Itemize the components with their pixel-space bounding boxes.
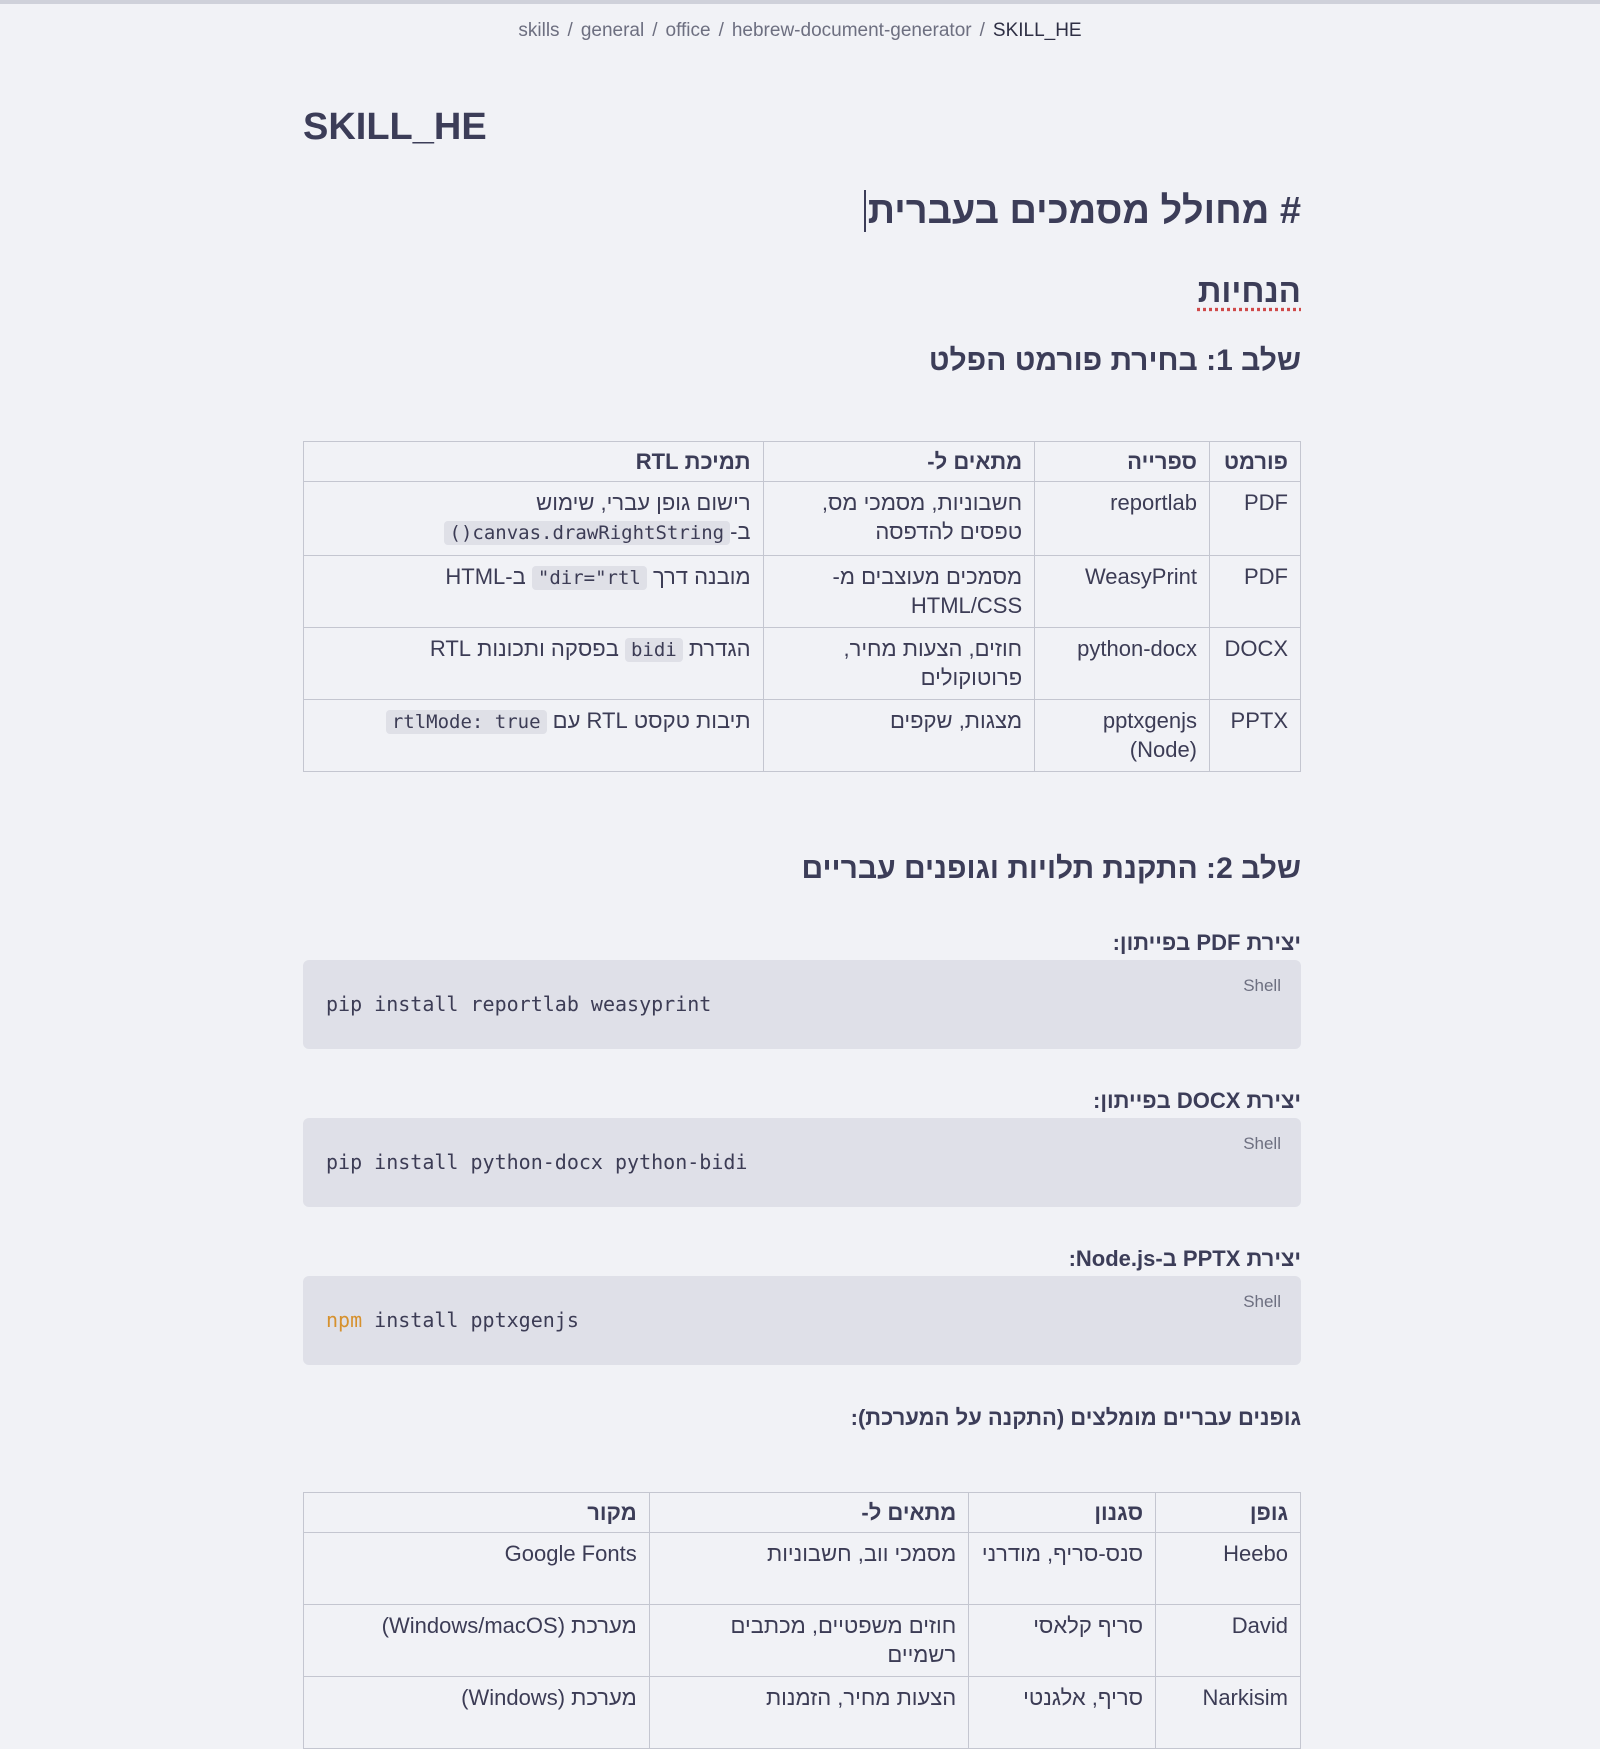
cell-rtl-support [304,482,764,556]
fonts-table [303,1492,1301,1749]
cell-suited: מסמכי ווב, חשבוניות [649,1533,969,1605]
column-header-suited: מתאים ל- [763,442,1035,482]
cell-suited: חוזים, הצעות מחיר, פרוטוקולים [763,628,1035,700]
inline-code: rtlMode: true [386,710,547,734]
code-text [326,1150,747,1174]
breadcrumb-general[interactable]: general [580,20,645,41]
code-language-label: Shell [1243,976,1281,995]
heading-step-2: שלב 2: התקנת תלויות וגופנים עבריים [801,852,1301,885]
rtl-text: מובנה דרך [646,564,751,589]
doc-heading-main[interactable] [864,190,1301,233]
table-row [304,700,1301,772]
label-pptx-node: יצירת PPTX ב-Node.js: [1068,1246,1301,1271]
column-header-format: פורמט [1210,442,1301,482]
label-pdf-python: יצירת PDF בפייתון: [1112,930,1301,955]
rtl-text-after: בפסקה ותכונות RTL [429,636,625,661]
table-row [304,556,1301,628]
cell-suited: הצעות מחיר, הזמנות [649,1677,969,1749]
cell-font: David [1156,1605,1301,1677]
cell-library: WeasyPrint [1035,556,1210,628]
table-row [304,482,1301,556]
table-row [304,1533,1301,1605]
cell-suited: חוזים משפטיים, מכתבים רשמיים [649,1605,969,1677]
breadcrumb-skills[interactable]: skills [518,20,560,41]
column-header-font: גופן [1156,1493,1301,1533]
cell-library: reportlab [1035,482,1210,556]
cell-style: סריף, אלגנטי [969,1677,1156,1749]
table-row [304,1605,1301,1677]
table-row [304,1677,1301,1749]
cell-library: pptxgenjs (Node) [1035,700,1210,772]
cell-suited: מצגות, שקפים [763,700,1035,772]
cell-format: PDF [1210,482,1301,556]
breadcrumb-hebrew-document-generator[interactable]: hebrew-document-generator [731,20,972,41]
cell-style: סנס-סריף, מודרני [969,1533,1156,1605]
inline-code: "dir="rtl [532,566,647,590]
top-border [0,0,1600,4]
column-header-library: ספרייה [1035,442,1210,482]
table-header-row [304,442,1301,482]
code-args: pip install reportlab weasyprint [326,992,712,1016]
column-header-source: מקור [304,1493,650,1533]
cell-rtl-support [304,700,764,772]
table-header-row [304,1493,1301,1533]
heading-instructions: הנחיות [1197,272,1301,309]
breadcrumb-separator: / [567,20,573,41]
code-block-pdf[interactable] [303,960,1301,1049]
cell-source: מערכת (Windows/macOS) [304,1605,650,1677]
breadcrumb [0,20,1600,42]
cell-suited: מסמכים מעוצבים מ-HTML/CSS [763,556,1035,628]
code-block-docx[interactable] [303,1118,1301,1207]
rtl-text: רישום גופן עברי, שימוש ב- [536,490,751,544]
cell-style: סריף קלאסי [969,1605,1156,1677]
inline-code: bidi [625,638,683,662]
code-args: pip install python-docx python-bidi [326,1150,748,1174]
breadcrumb-separator: / [979,20,985,41]
heading-main-text: # מחולל מסמכים בעברית [864,190,1301,232]
breadcrumb-separator: / [652,20,658,41]
formats-table [303,441,1301,772]
cell-format: PDF [1210,556,1301,628]
column-header-rtl-support: תמיכת RTL [304,442,764,482]
code-text [326,1308,579,1332]
cell-suited: חשבוניות, מסמכי מס, טפסים להדפסה [763,482,1035,556]
column-header-style: סגנון [969,1493,1156,1533]
page-title: SKILL_HE [303,106,487,148]
cell-font: Heebo [1156,1533,1301,1605]
breadcrumb-separator: / [718,20,724,41]
rtl-text: הגדרת [682,636,751,661]
cell-library: python-docx [1035,628,1210,700]
rtl-text: תיבות טקסט RTL עם [546,708,751,733]
breadcrumb-current: SKILL_HE [992,20,1082,41]
column-header-suited: מתאים ל- [649,1493,969,1533]
cell-font: Narkisim [1156,1677,1301,1749]
cell-source: מערכת (Windows) [304,1677,650,1749]
code-block-pptx[interactable] [303,1276,1301,1365]
heading-recommended-fonts: גופנים עבריים מומלצים (התקנה על המערכת): [850,1405,1301,1430]
code-language-label: Shell [1243,1292,1281,1311]
heading-step-1: שלב 1: בחירת פורמט הפלט [928,344,1301,377]
cell-format: DOCX [1210,628,1301,700]
label-docx-python: יצירת DOCX בפייתון: [1093,1088,1301,1113]
table-row [304,628,1301,700]
rtl-text-after: ב-HTML [445,564,532,589]
cell-rtl-support [304,556,764,628]
code-args: install pptxgenjs [362,1308,579,1332]
inline-code: ()canvas.drawRightString [444,521,731,545]
code-language-label: Shell [1243,1134,1281,1153]
breadcrumb-office[interactable]: office [665,20,711,41]
cell-source: Google Fonts [304,1533,650,1605]
code-text [326,992,711,1016]
cell-format: PPTX [1210,700,1301,772]
cell-rtl-support [304,628,764,700]
code-command: npm [326,1308,363,1332]
